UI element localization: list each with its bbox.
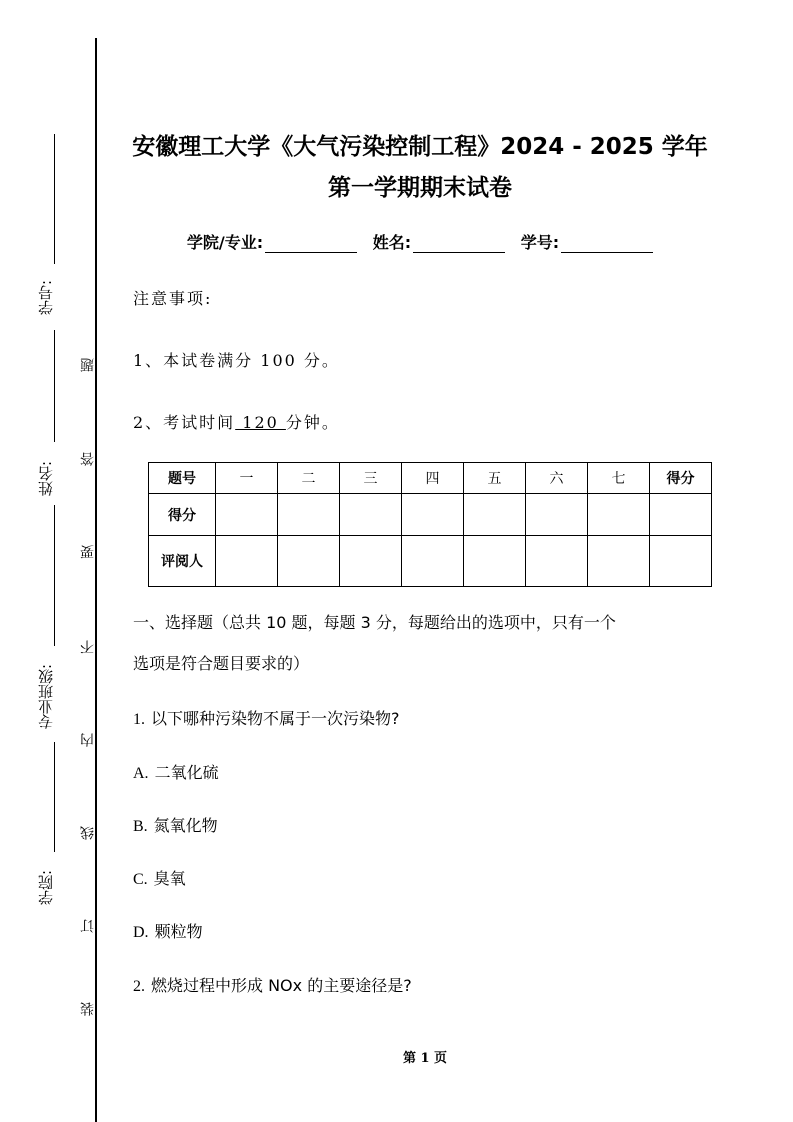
option-letter: B. [133, 818, 148, 835]
reviewer-cell[interactable] [526, 536, 588, 587]
score-cell[interactable] [216, 494, 278, 536]
margin-college-label: 学院: [37, 869, 55, 905]
option-letter: D. [133, 924, 149, 941]
notes-heading: 注意事项: [133, 289, 213, 308]
seal-char: 订 [80, 919, 96, 933]
header-cell: 一 [216, 463, 278, 494]
option-letter: C. [133, 871, 148, 888]
college-major-label: 学院/专业: [186, 233, 264, 252]
reviewer-cell[interactable] [278, 536, 340, 587]
question-number: 1. [133, 711, 145, 728]
score-cell[interactable] [402, 494, 464, 536]
seal-char: 答 [80, 452, 96, 466]
student-id-label: 学号: [520, 233, 560, 252]
header-cell: 三 [340, 463, 402, 494]
seal-char: 题 [80, 358, 96, 372]
seal-char: 不 [80, 640, 96, 654]
section1-instruction-line2: 选项是符合题目要求的） [133, 654, 310, 673]
reviewer-cell[interactable] [402, 536, 464, 587]
question-number: 2. [133, 978, 145, 995]
reviewer-cell[interactable] [588, 536, 650, 587]
header-cell: 七 [588, 463, 650, 494]
score-table-header-row [149, 463, 712, 494]
student-info-line [120, 230, 720, 253]
option-text: 臭氧 [153, 869, 186, 888]
section1-instruction-line1: 一、选择题（总共 10 题，每题 3 分，每题给出的选项中，只有一个 [133, 613, 616, 632]
option-c [133, 866, 186, 889]
score-cell[interactable] [278, 494, 340, 536]
row-label: 得分 [149, 494, 216, 536]
score-cell[interactable] [526, 494, 588, 536]
seal-char: 要 [80, 545, 96, 559]
exam-duration-value: 120 [235, 413, 286, 432]
college-major-field[interactable] [265, 236, 357, 253]
header-cell: 六 [526, 463, 588, 494]
option-text: 二氧化硫 [154, 763, 219, 782]
question-1 [133, 706, 400, 729]
seal-char: 线 [80, 826, 96, 840]
seal-char: 装 [80, 1002, 96, 1016]
note-item-2 [133, 410, 340, 433]
score-cell[interactable] [588, 494, 650, 536]
score-table [148, 462, 712, 587]
question-text: 以下哪种污染物不属于一次污染物? [151, 709, 400, 728]
reviewer-cell[interactable] [650, 536, 712, 587]
reviewer-row [149, 536, 712, 587]
reviewer-cell[interactable] [216, 536, 278, 587]
option-a [133, 760, 219, 783]
student-id-blank-line [54, 134, 55, 264]
score-cell[interactable] [340, 494, 402, 536]
exam-title-line2: 第一学期期末试卷 [328, 175, 512, 201]
option-d [133, 919, 203, 942]
score-cell[interactable] [464, 494, 526, 536]
option-text: 氮氧化物 [153, 816, 218, 835]
name-field[interactable] [413, 236, 505, 253]
question-2 [133, 973, 412, 996]
row-label: 评阅人 [149, 536, 216, 587]
note-item-1: 1、本试卷满分 100 分。 [133, 351, 340, 370]
option-letter: A. [133, 765, 149, 782]
note-item-2-suffix: 分钟。 [285, 413, 340, 432]
question-text: 燃烧过程中形成 NOx 的主要途径是? [151, 976, 412, 995]
header-cell: 五 [464, 463, 526, 494]
college-blank-line [54, 742, 55, 852]
score-row [149, 494, 712, 536]
note-item-2-prefix: 2、考试时间 [133, 413, 236, 432]
header-cell: 二 [278, 463, 340, 494]
binding-line [95, 38, 97, 1122]
name-label: 姓名: [372, 233, 412, 252]
option-b [133, 813, 218, 836]
seal-char: 内 [80, 733, 96, 747]
exam-title-line1: 安徽理工大学《大气污染控制工程》2024 - 2025 学年 [132, 134, 708, 160]
margin-class-label: 专业班级: [37, 663, 55, 729]
header-cell: 题号 [149, 463, 216, 494]
student-id-field[interactable] [561, 236, 653, 253]
header-cell: 得分 [650, 463, 712, 494]
reviewer-cell[interactable] [464, 536, 526, 587]
name-blank-line [54, 330, 55, 442]
page-number: 第 1 页 [402, 1051, 448, 1066]
margin-student-id-label: 学号: [37, 279, 55, 316]
score-cell[interactable] [650, 494, 712, 536]
reviewer-cell[interactable] [340, 536, 402, 587]
margin-name-label: 姓名: [37, 460, 55, 496]
option-text: 颗粒物 [154, 922, 203, 941]
class-blank-line [54, 505, 55, 646]
header-cell: 四 [402, 463, 464, 494]
